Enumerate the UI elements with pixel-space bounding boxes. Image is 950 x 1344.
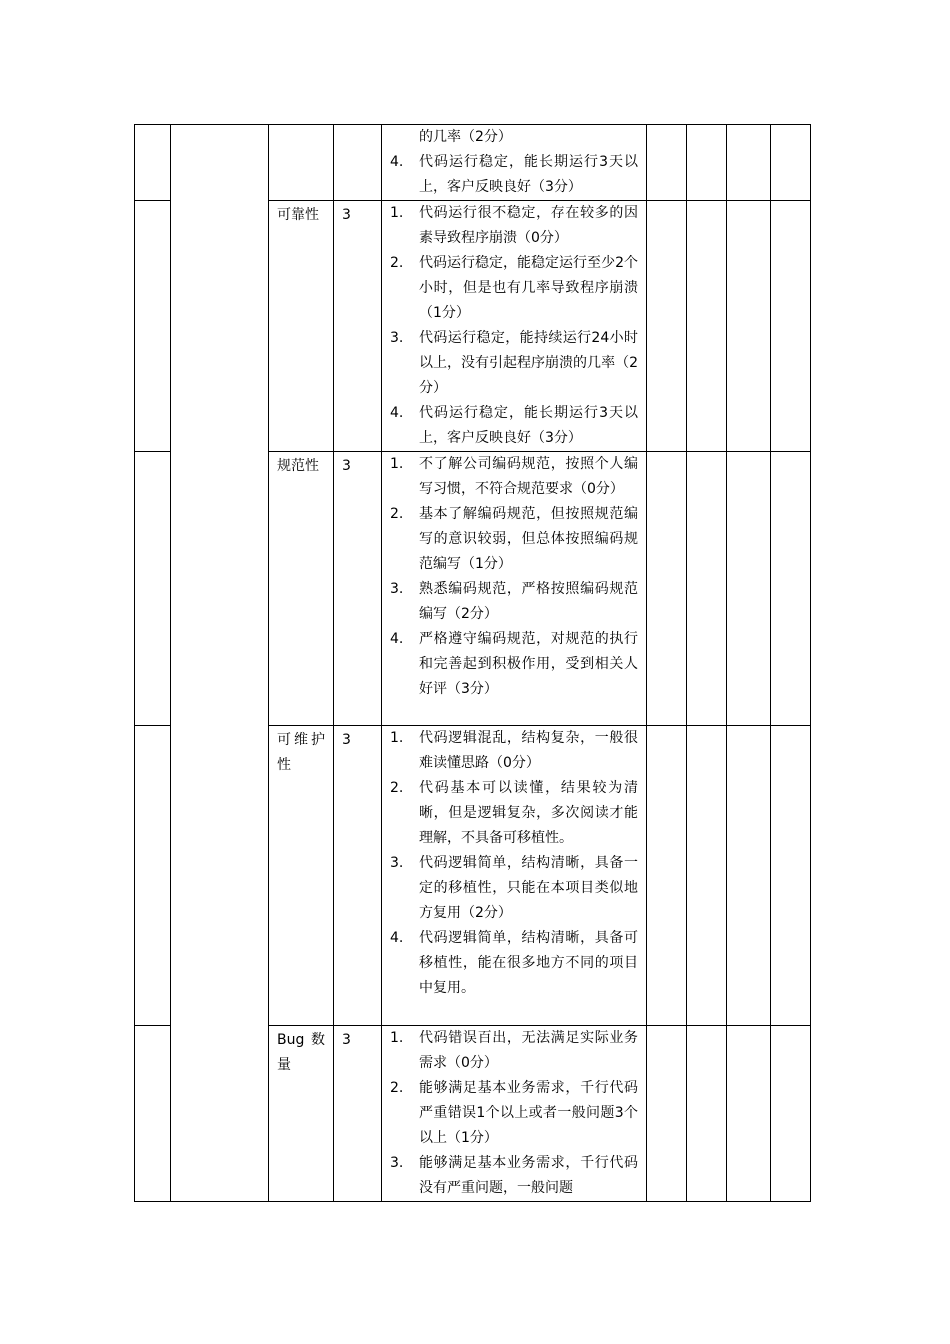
cell-empty	[687, 1026, 727, 1202]
list-item: 4. 严格遵守编码规范，对规范的执行和完善起到积极作用，受到相关人好评（3分）	[390, 631, 638, 697]
cell-empty	[771, 1026, 811, 1202]
cell-index	[135, 452, 171, 726]
cell-empty	[771, 125, 811, 201]
cell-empty	[647, 1026, 687, 1202]
list-item: 1. 代码运行很不稳定，存在较多的因素导致程序崩溃（0分）	[390, 205, 638, 246]
cell-empty	[727, 125, 771, 201]
list-item: 1. 代码逻辑混乱，结构复杂，一般很难读懂思路（0分）	[390, 730, 638, 771]
evaluation-table	[134, 124, 811, 1202]
cell-criteria	[382, 452, 647, 726]
cell-weight: 3	[334, 201, 382, 452]
cell-index	[135, 1026, 171, 1202]
cell-empty	[771, 452, 811, 726]
cell-empty	[727, 201, 771, 452]
cell-empty	[727, 452, 771, 726]
list-item: 4. 代码运行稳定，能长期运行3天以上，客户反映良好（3分）	[390, 154, 638, 195]
cell-item-name: 规范性	[269, 452, 334, 726]
list-item: 3. 能够满足基本业务需求，千行代码没有严重问题，一般问题	[390, 1155, 638, 1196]
cell-empty	[687, 201, 727, 452]
cell-empty	[727, 1026, 771, 1202]
cell-empty	[771, 726, 811, 1026]
cell-criteria	[382, 726, 647, 1026]
list-item: 3. 代码运行稳定，能持续运行24小时以上，没有引起程序崩溃的几率（2分）	[390, 330, 638, 396]
cell-empty	[687, 726, 727, 1026]
cell-index	[135, 201, 171, 452]
cell-item-name	[269, 125, 334, 201]
list-item: 4. 代码运行稳定，能长期运行3天以上，客户反映良好（3分）	[390, 405, 638, 446]
cell-index	[135, 125, 171, 201]
list-item: 4. 代码逻辑简单，结构清晰，具备可移植性，能在很多地方不同的项目中复用。	[390, 930, 638, 996]
cell-empty	[771, 201, 811, 452]
list-item: 2. 基本了解编码规范，但按照规范编写的意识较弱，但总体按照编码规范编写（1分）	[390, 506, 638, 572]
cell-index	[135, 726, 171, 1026]
criteria-continuation: 的几率（2分）	[419, 129, 512, 145]
list-item: 2. 能够满足基本业务需求，千行代码严重错误1个以上或者一般问题3个以上（1分）	[390, 1080, 638, 1146]
cell-empty	[647, 125, 687, 201]
list-item: 2. 代码基本可以读懂，结果较为清晰，但是逻辑复杂，多次阅读才能理解，不具备可移植性。	[390, 780, 638, 846]
cell-criteria	[382, 201, 647, 452]
table-row	[135, 125, 811, 201]
cell-empty	[647, 726, 687, 1026]
cell-empty	[647, 201, 687, 452]
cell-empty	[687, 452, 727, 726]
list-item: 1. 代码错误百出，无法满足实际业务需求（0分）	[390, 1030, 638, 1071]
list-item: 3. 熟悉编码规范，严格按照编码规范编写（2分）	[390, 581, 638, 622]
list-item: 2. 代码运行稳定，能稳定运行至少2个小时，但是也有几率导致程序崩溃（1分）	[390, 255, 638, 321]
cell-weight: 3	[334, 452, 382, 726]
cell-item-name: 可靠性	[269, 201, 334, 452]
list-item: 3. 代码逻辑简单，结构清晰，具备一定的移植性，只能在本项目类似地方复用（2分）	[390, 855, 638, 921]
cell-empty	[727, 726, 771, 1026]
cell-weight: 3	[334, 1026, 382, 1202]
cell-weight	[334, 125, 382, 201]
cell-empty	[647, 452, 687, 726]
cell-empty	[687, 125, 727, 201]
cell-item-name: Bug数量	[269, 1026, 334, 1202]
cell-category	[171, 125, 269, 1202]
cell-weight: 3	[334, 726, 382, 1026]
list-item: 1. 不了解公司编码规范，按照个人编写习惯，不符合规范要求（0分）	[390, 456, 638, 497]
cell-item-name: 可维护性	[269, 726, 334, 1026]
cell-criteria	[382, 1026, 647, 1202]
cell-criteria	[382, 125, 647, 201]
